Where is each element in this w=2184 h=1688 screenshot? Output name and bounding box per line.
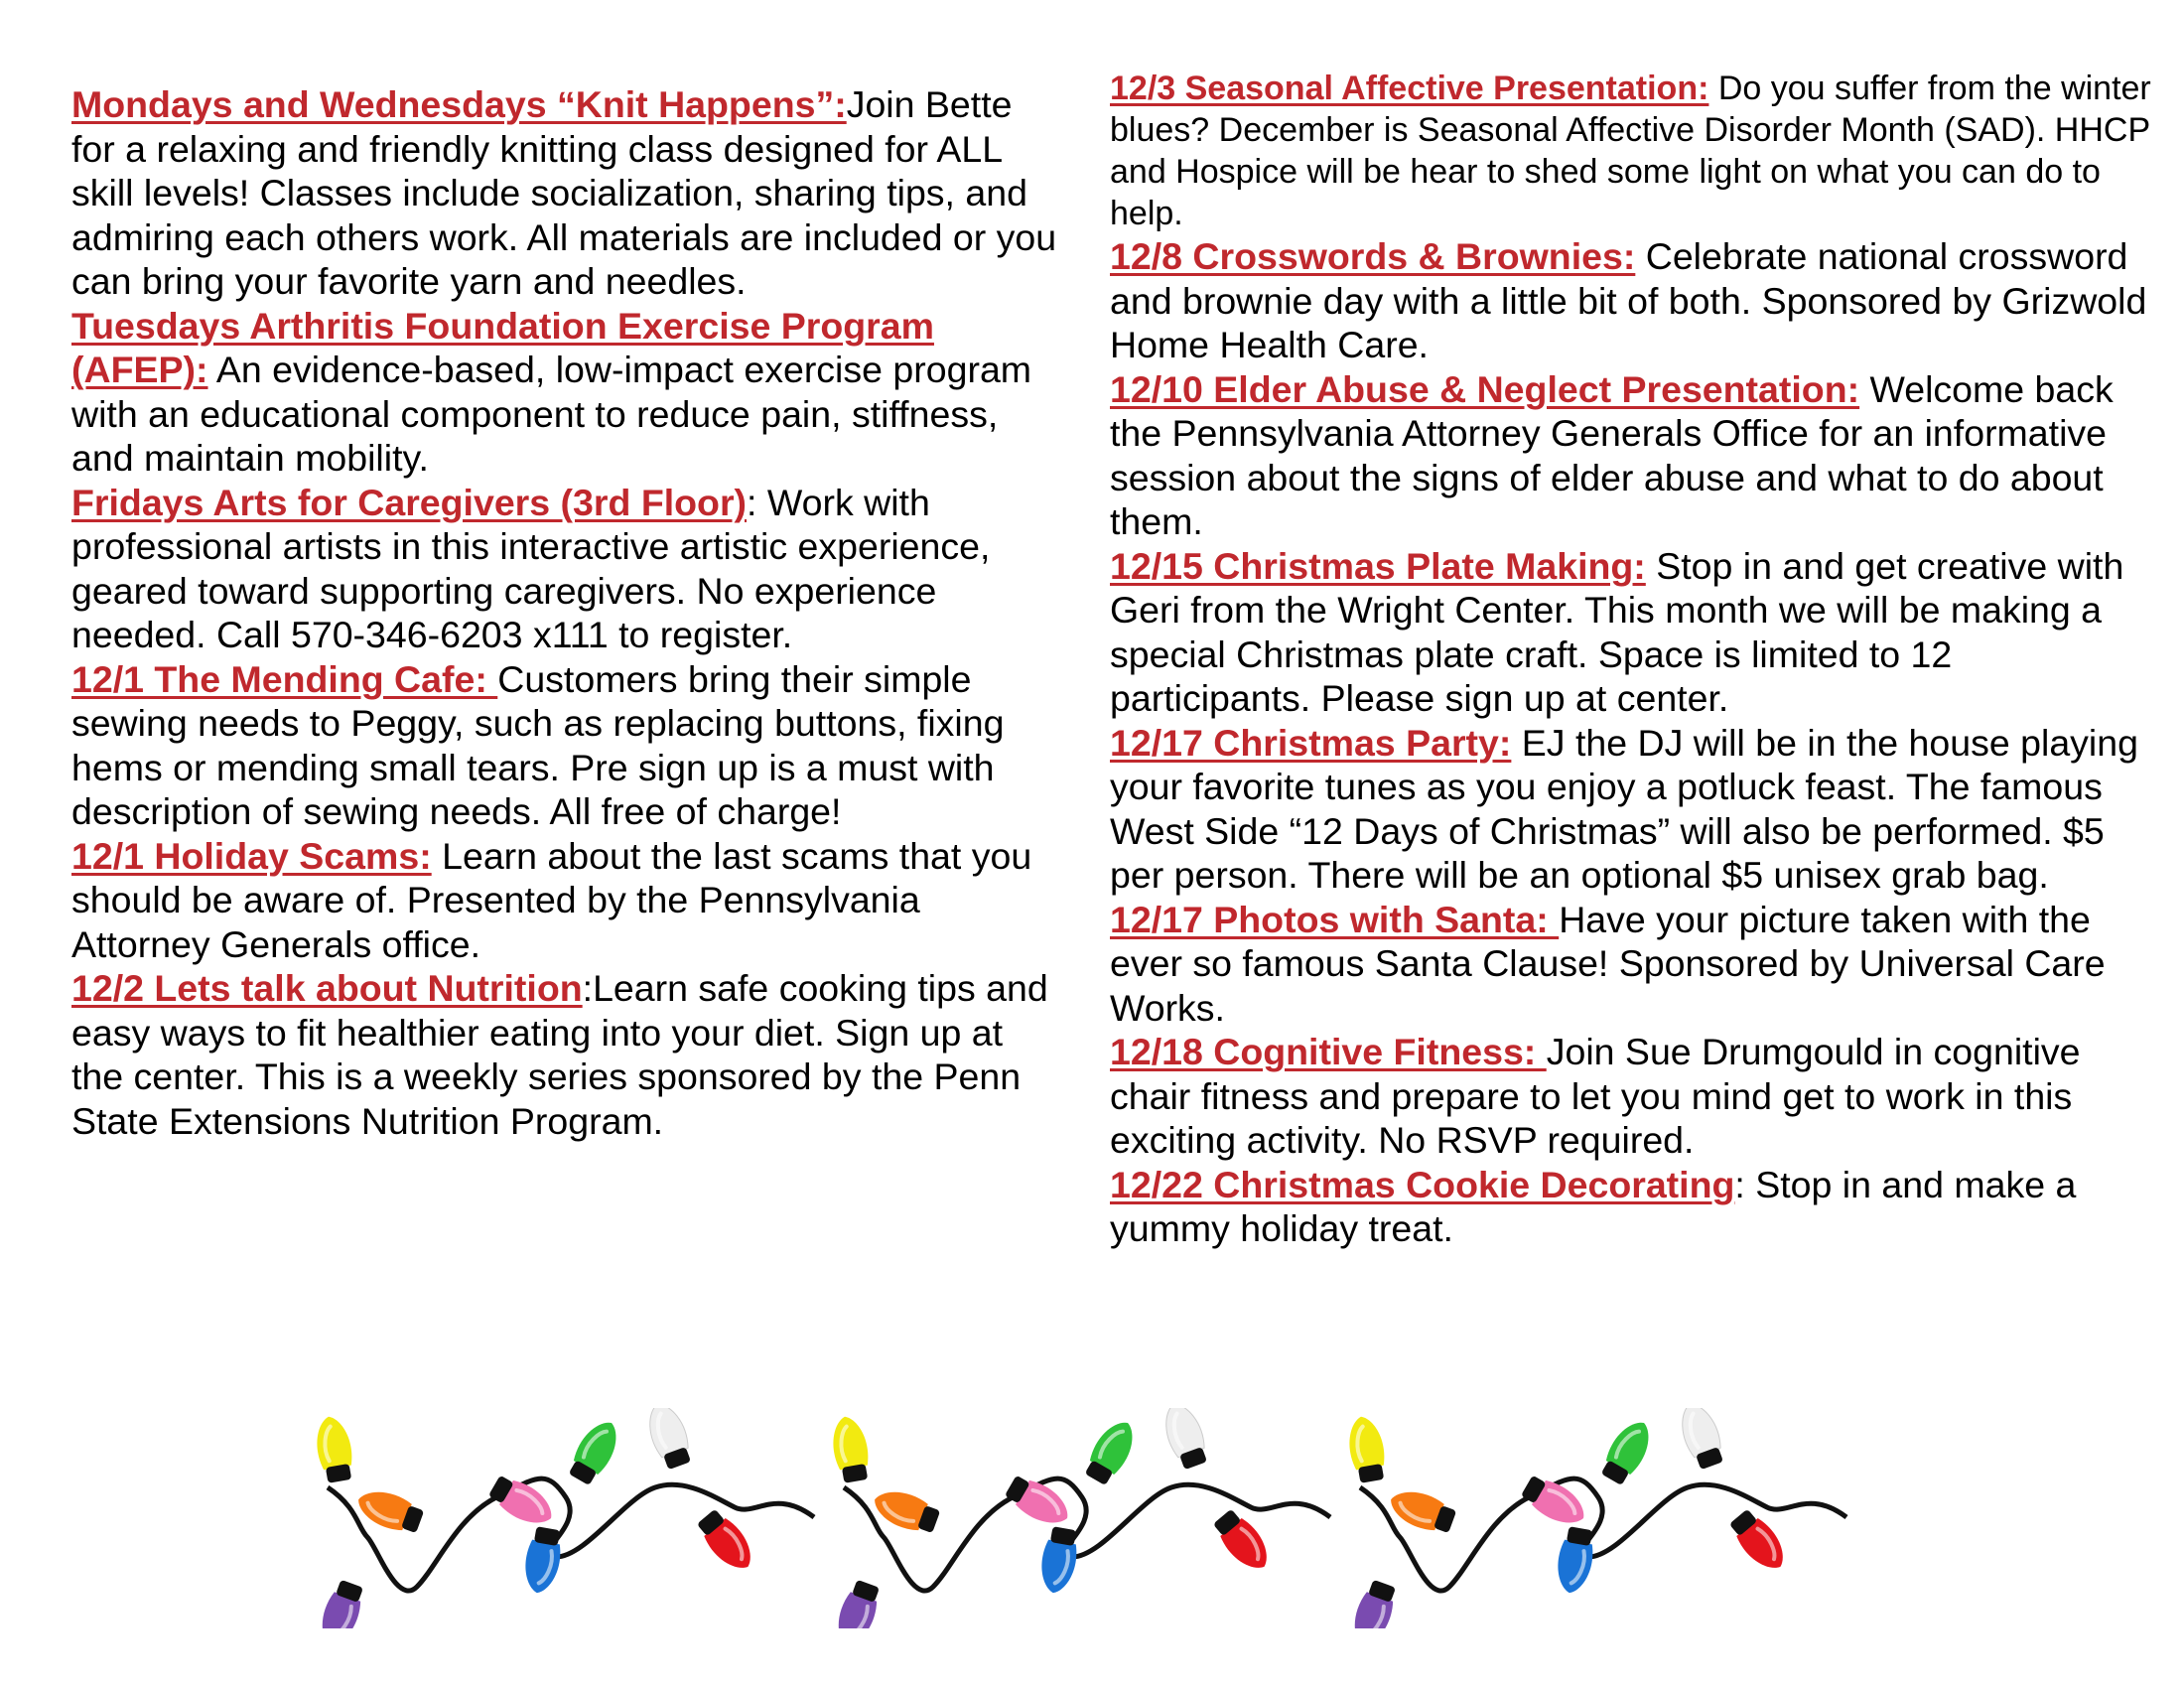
event-title: 12/22 Christmas Cookie Decorating — [1110, 1163, 1735, 1205]
event-description: Stop in and get creative with Geri from the Wright Center. This month we will be making a special Christmas plate craft. Space is limited to 12 participants. Please sign up at center. — [1110, 544, 2124, 719]
event-description: Learn about the last scams that you should be aware of. Presented by the Pennsylvania Attorney Generals office. — [71, 834, 1032, 965]
event-title: 12/10 Elder Abuse & Neglect Presentation: — [1110, 367, 1860, 410]
event-title: 12/18 Cognitive Fitness: — [1110, 1031, 1547, 1072]
event-title: 12/17 Photos with Santa: — [1110, 898, 1560, 940]
event-entry — [71, 82, 1064, 304]
event-description: : Stop in and make a yummy holiday treat. — [1110, 1163, 2077, 1249]
event-title: 12/15 Christmas Plate Making: — [1110, 544, 1646, 587]
event-entry — [71, 834, 1064, 967]
event-title: 12/8 Crosswords & Brownies: — [1110, 235, 1636, 277]
event-description: Join Bette for a relaxing and friendly knitting class designed for ALL skill levels! Classes include socialization, sharing tips, and admiring each others work. All materials are included or you can bring your favorite yarn and needles. — [71, 83, 1057, 302]
event-title: 12/1 The Mending Cafe: — [71, 657, 498, 700]
event-title: Tuesdays Arthritis Foundation Exercise Program (AFEP): — [71, 304, 934, 390]
event-entry — [71, 657, 1064, 834]
event-title: 12/17 Christmas Party: — [1110, 721, 1512, 764]
event-entry — [1110, 1030, 2162, 1163]
event-entry — [1110, 68, 2162, 234]
event-description: :Learn safe cooking tips and easy ways to fit healthier eating into your diet. Sign up at the center. This is a weekly series sponsored by the Penn State Extensions Nutrition Program. — [71, 967, 1048, 1142]
event-title: Mondays and Wednesdays “Knit Happens”: — [71, 83, 847, 125]
event-description: Customers bring their simple sewing needs to Peggy, such as replacing buttons, fixing hems or mending small tears. Pre sign up is a must with description of sewing needs. All free of charge! — [71, 657, 1005, 832]
event-entry — [1110, 367, 2162, 544]
event-description: Join Sue Drumgould in cognitive chair fitness and prepare to let you mind get to work in this exciting activity. No RSVP required. — [1110, 1031, 2081, 1161]
left-column — [71, 82, 1064, 1143]
event-title: Fridays Arts for Caregivers (3rd Floor) — [71, 481, 748, 523]
event-description: : Work with professional artists in this interactive artistic experience, geared toward supporting caregivers. No experience needed. Call 570-346-6203 x111 to register. — [71, 481, 991, 655]
event-entry — [1110, 1163, 2162, 1251]
event-title: 12/2 Lets talk about Nutrition — [71, 967, 583, 1009]
event-title: 12/3 Seasonal Affective Presentation: — [1110, 70, 1709, 107]
event-description: Celebrate national crossword and brownie day with a little bit of both. Sponsored by Grizwold Home Health Care. — [1110, 235, 2147, 365]
event-entry — [71, 481, 1064, 657]
event-entry — [1110, 234, 2162, 367]
event-entry — [1110, 898, 2162, 1031]
event-description: Do you suffer from the winter blues? December is Seasonal Affective Disorder Month (SAD). HHCP and Hospice will be hear to shed some light on what you can do to help. — [1110, 70, 2151, 232]
event-description: EJ the DJ will be in the house playing your favorite tunes as you enjoy a potluck feast. The famous West Side “12 Days of Christmas” will also be performed. $5 per person. There will be an optional $5 unisex grab bag. — [1110, 721, 2138, 896]
event-entry — [1110, 721, 2162, 898]
right-column — [1110, 68, 2162, 1251]
event-title: 12/1 Holiday Scams: — [71, 834, 432, 877]
event-description: Have your picture taken with the ever so famous Santa Clause! Sponsored by Universal Care Works. — [1110, 898, 2106, 1029]
event-entry — [71, 304, 1064, 481]
event-entry — [71, 966, 1064, 1143]
event-description: An evidence-based, low-impact exercise program with an educational component to reduce pain, stiffness, and maintain mobility. — [71, 349, 1032, 479]
event-entry — [1110, 544, 2162, 721]
christmas-lights-icon — [298, 1408, 1926, 1628]
event-description: Welcome back the Pennsylvania Attorney Generals Office for an informative session about the signs of elder abuse and what to do about them. — [1110, 367, 2114, 542]
